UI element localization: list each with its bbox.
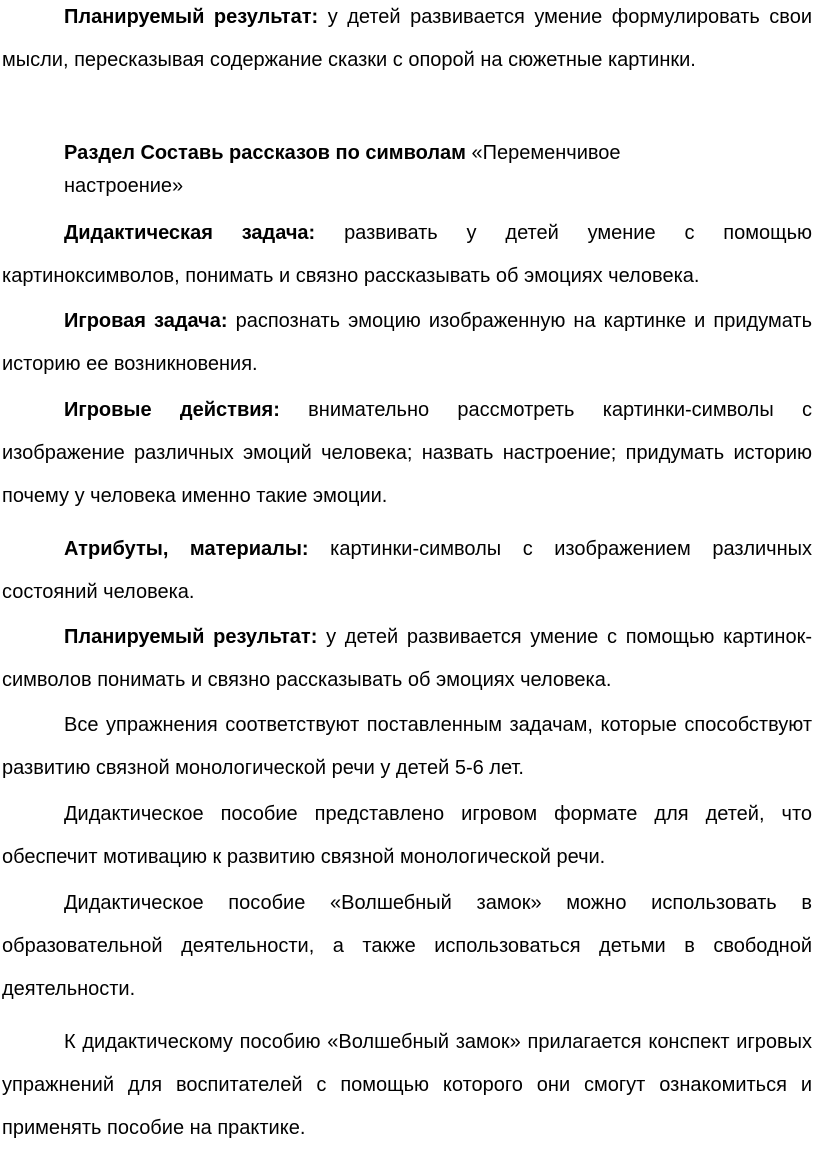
paragraph-label: Планируемый результат: bbox=[64, 6, 319, 28]
paragraph-game-task bbox=[2, 300, 812, 386]
paragraph-text: Все упражнения соответствуют поставленным задачам, которые способствуют развитию связной монологической речи у детей 5-6 лет. bbox=[2, 714, 812, 779]
paragraph-text: К дидактическому пособию «Волшебный замок» прилагается конспект игровых упражнений для воспитателей с помощью которого они смогут ознакомиться и применять пособие на практике. bbox=[2, 1031, 812, 1139]
section-heading-label: Раздел Составь рассказов по символам bbox=[64, 142, 466, 164]
section-heading bbox=[64, 137, 704, 203]
paragraph-attributes bbox=[2, 528, 812, 614]
paragraph-text: распознать эмоцию изображенную на картинке и придумать историю ее возникновения. bbox=[2, 310, 812, 375]
paragraph-label: Игровая задача: bbox=[64, 310, 228, 332]
paragraph-game-format bbox=[2, 793, 812, 879]
paragraph-text: картинки-символы с изображением различных состояний человека. bbox=[2, 538, 812, 603]
paragraph-label: Атрибуты, материалы: bbox=[64, 538, 309, 560]
paragraph-planned-result-2 bbox=[2, 616, 812, 702]
paragraph-magic-castle-usage bbox=[2, 882, 812, 1011]
paragraph-didactic-task bbox=[2, 212, 812, 298]
paragraph-game-actions bbox=[2, 389, 812, 518]
paragraph-planned-result-1 bbox=[2, 0, 812, 82]
section-heading-title: «Переменчивое настроение» bbox=[64, 142, 621, 197]
paragraph-exercises bbox=[2, 704, 812, 790]
paragraph-label: Дидактическая задача: bbox=[64, 222, 316, 244]
paragraph-label: Игровые действия: bbox=[64, 399, 280, 421]
paragraph-magic-castle-notes bbox=[2, 1021, 812, 1150]
paragraph-label: Планируемый результат: bbox=[64, 626, 318, 648]
paragraph-text: внимательно рассмотреть картинки-символы с изображение различных эмоций человека; назвать настроение; придумать историю почему у человека именно такие эмоции. bbox=[2, 399, 812, 507]
paragraph-text: Дидактическое пособие представлено игровом формате для детей, что обеспечит мотивацию к развитию связной монологической речи. bbox=[2, 803, 812, 868]
paragraph-text: развивать у детей умение с помощью картиноксимволов, понимать и связно рассказывать об эмоциях человека. bbox=[2, 222, 812, 287]
paragraph-text: у детей развивается умение с помощью картинок-символов понимать и связно рассказывать об эмоциях человека. bbox=[2, 626, 813, 691]
paragraph-text: у детей развивается умение формулировать свои мысли, пересказывая содержание сказки с опорой на сюжетные картинки. bbox=[2, 6, 813, 71]
paragraph-text: Дидактическое пособие «Волшебный замок» можно использовать в образовательной деятельности, а также использоваться детьми в свободной деятельности. bbox=[2, 892, 812, 1000]
